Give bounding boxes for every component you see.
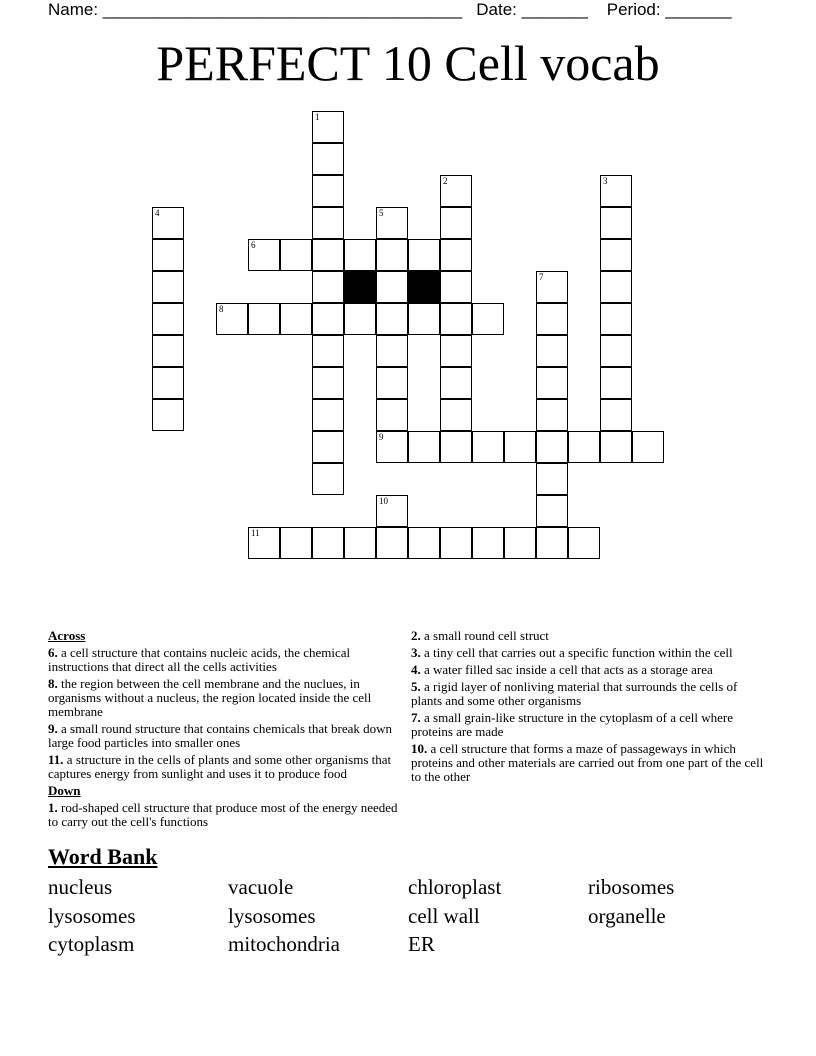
grid-cell[interactable] (536, 463, 568, 495)
cell-number: 10 (379, 496, 388, 506)
grid-cell[interactable] (248, 527, 280, 559)
grid-cell[interactable] (312, 431, 344, 463)
black-square (408, 271, 440, 303)
grid-cell[interactable] (376, 367, 408, 399)
grid-cell[interactable] (280, 527, 312, 559)
clue-text: a cell structure that contains nucleic acids, the chemical instructions that direct all the cells activities (48, 645, 351, 674)
grid-cell[interactable] (600, 367, 632, 399)
down-clue-5 (411, 680, 766, 708)
clue-number: 5. (411, 679, 421, 694)
cell-number: 6 (251, 240, 256, 250)
grid-cell[interactable] (408, 239, 440, 271)
grid-cell[interactable] (312, 399, 344, 431)
clue-number: 1. (48, 800, 58, 815)
grid-cell[interactable] (440, 399, 472, 431)
word-bank-word: lysosomes (228, 904, 316, 928)
grid-cell[interactable] (440, 303, 472, 335)
grid-cell[interactable] (536, 527, 568, 559)
grid-cell[interactable] (440, 271, 472, 303)
across-clue-11 (48, 753, 398, 781)
word-bank-word: cytoplasm (48, 932, 135, 956)
clues-left-column (48, 629, 398, 832)
grid-cell[interactable] (248, 303, 280, 335)
clue-number: 7. (411, 710, 421, 725)
grid-cell[interactable] (600, 431, 632, 463)
across-heading: Across (48, 628, 86, 643)
grid-cell[interactable] (152, 303, 184, 335)
grid-cell[interactable] (312, 367, 344, 399)
clue-number: 10. (411, 741, 428, 756)
grid-cell[interactable] (376, 495, 408, 527)
grid-cell[interactable] (376, 527, 408, 559)
word-bank-word: mitochondria (228, 932, 340, 956)
grid-cell[interactable] (312, 463, 344, 495)
grid-cell[interactable] (536, 399, 568, 431)
grid-cell[interactable] (248, 239, 280, 271)
down-heading: Down (48, 783, 81, 798)
clue-text: a water filled sac inside a cell that acts as a storage area (424, 662, 713, 677)
black-square (344, 271, 376, 303)
grid-cell[interactable] (408, 303, 440, 335)
grid-cell[interactable] (600, 239, 632, 271)
word-bank-word: organelle (588, 904, 666, 928)
cell-number: 11 (251, 528, 260, 538)
clue-text: a cell structure that forms a maze of passageways in which proteins and other materials are carried out from one part of the cell to the other (411, 741, 764, 784)
word-bank-word: lysosomes (48, 904, 136, 928)
down-clue-2 (411, 629, 766, 643)
grid-cell[interactable] (152, 239, 184, 271)
grid-cell[interactable] (312, 143, 344, 175)
grid-cell[interactable] (600, 303, 632, 335)
cell-number: 1 (315, 112, 320, 122)
grid-cell[interactable] (632, 431, 664, 463)
word-bank-word: ER (408, 932, 435, 956)
clue-number: 9. (48, 721, 58, 736)
word-bank-title: Word Bank (48, 844, 158, 869)
clue-text: a tiny cell that carries out a specific function within the cell (424, 645, 733, 660)
grid-cell[interactable] (216, 303, 248, 335)
grid-cell[interactable] (280, 239, 312, 271)
grid-cell[interactable] (152, 367, 184, 399)
across-clue-8 (48, 677, 398, 719)
grid-cell[interactable] (312, 175, 344, 207)
grid-cell[interactable] (376, 271, 408, 303)
clues-right-column (411, 629, 766, 787)
period-field[interactable]: _______ (665, 0, 732, 19)
word-bank-word: cell wall (408, 904, 480, 928)
grid-cell[interactable] (376, 303, 408, 335)
grid-cell[interactable] (440, 335, 472, 367)
grid-cell[interactable] (312, 207, 344, 239)
word-bank-word: vacuole (228, 875, 294, 899)
grid-cell[interactable] (536, 431, 568, 463)
grid-cell[interactable] (152, 399, 184, 431)
clue-text: a small round structure that contains chemicals that break down large food particles into smaller ones (48, 721, 393, 750)
cell-number: 4 (155, 208, 160, 218)
grid-cell[interactable] (600, 335, 632, 367)
clue-text: a structure in the cells of plants and some other organisms that captures energy from sunlight and uses it to produce food (48, 752, 392, 781)
grid-cell[interactable] (312, 271, 344, 303)
grid-cell[interactable] (376, 335, 408, 367)
grid-cell[interactable] (344, 527, 376, 559)
grid-cell[interactable] (408, 527, 440, 559)
grid-cell[interactable] (312, 303, 344, 335)
grid-cell[interactable] (344, 303, 376, 335)
word-bank-word: chloroplast (408, 875, 502, 899)
grid-cell[interactable] (536, 335, 568, 367)
grid-cell[interactable] (376, 431, 408, 463)
word-bank-word: nucleus (48, 875, 113, 899)
grid-cell[interactable] (536, 303, 568, 335)
grid-cell[interactable] (440, 431, 472, 463)
grid-cell[interactable] (536, 495, 568, 527)
clue-text: the region between the cell membrane and the nuclues, in organisms without a nucleus, the region located inside the cell membrane (48, 676, 372, 719)
clue-number: 3. (411, 645, 421, 660)
grid-cell[interactable] (312, 335, 344, 367)
cell-number: 8 (219, 304, 224, 314)
clue-number: 4. (411, 662, 421, 677)
name-field[interactable]: ______________________________________ (102, 0, 463, 19)
grid-cell[interactable] (568, 527, 600, 559)
grid-cell[interactable] (504, 431, 536, 463)
grid-cell[interactable] (312, 111, 344, 143)
grid-cell[interactable] (536, 271, 568, 303)
cell-number: 9 (379, 432, 384, 442)
grid-cell[interactable] (376, 399, 408, 431)
grid-cell[interactable] (152, 207, 184, 239)
down-clue-3 (411, 646, 766, 660)
clue-text: a small round cell struct (424, 628, 549, 643)
grid-cell[interactable] (600, 175, 632, 207)
cell-number: 2 (443, 176, 448, 186)
date-field[interactable]: _______ (521, 0, 588, 19)
clue-text: a small grain-like structure in the cytoplasm of a cell where proteins are made (411, 710, 733, 739)
page-title: PERFECT 10 Cell vocab (156, 35, 660, 91)
grid-cell[interactable] (472, 527, 504, 559)
grid-cell[interactable] (376, 207, 408, 239)
grid-cell[interactable] (440, 527, 472, 559)
grid-cell[interactable] (504, 527, 536, 559)
grid-cell[interactable] (280, 303, 312, 335)
grid-cell[interactable] (312, 527, 344, 559)
grid-cell[interactable] (472, 303, 504, 335)
grid-cell[interactable] (344, 239, 376, 271)
cell-number: 5 (379, 208, 384, 218)
clue-number: 11. (48, 752, 64, 767)
word-bank-word: ribosomes (588, 875, 675, 899)
grid-cell[interactable] (536, 367, 568, 399)
grid-cell[interactable] (440, 239, 472, 271)
grid-cell[interactable] (376, 239, 408, 271)
across-clue-9 (48, 722, 398, 750)
clue-number: 2. (411, 628, 421, 643)
down-clue-10 (411, 742, 766, 784)
across-clue-6 (48, 646, 398, 674)
grid-cell[interactable] (472, 431, 504, 463)
grid-cell[interactable] (152, 271, 184, 303)
clue-number: 6. (48, 645, 58, 660)
cell-number: 7 (539, 272, 544, 282)
grid-cell[interactable] (600, 207, 632, 239)
grid-cell[interactable] (440, 367, 472, 399)
grid-cell[interactable] (600, 271, 632, 303)
clue-text: a rigid layer of nonliving material that surrounds the cells of plants and some other organisms (411, 679, 738, 708)
grid-cell[interactable] (152, 335, 184, 367)
down-clue-1 (48, 801, 398, 829)
grid-cell[interactable] (600, 399, 632, 431)
clue-number: 8. (48, 676, 58, 691)
period-label: Period: (606, 0, 661, 19)
grid-cell[interactable] (440, 207, 472, 239)
grid-cell[interactable] (312, 239, 344, 271)
grid-cell[interactable] (408, 431, 440, 463)
clue-text: rod-shaped cell structure that produce most of the energy needed to carry out the cell's functions (48, 800, 398, 829)
down-clue-4 (411, 663, 766, 677)
down-clue-7 (411, 711, 766, 739)
date-label: Date: (476, 0, 517, 19)
grid-cell[interactable] (568, 431, 600, 463)
name-label: Name: (48, 0, 99, 19)
grid-cell[interactable] (440, 175, 472, 207)
cell-number: 3 (603, 176, 608, 186)
